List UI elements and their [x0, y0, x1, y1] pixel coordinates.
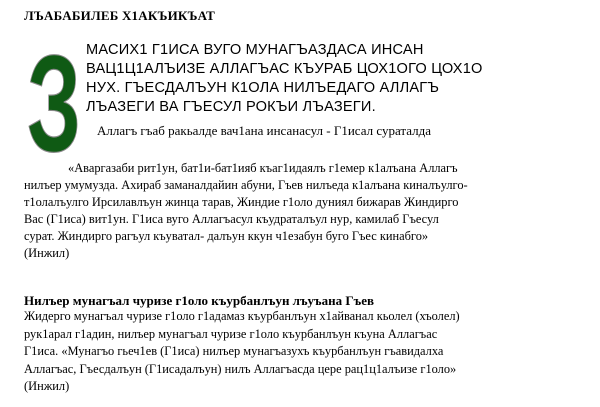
page-header-title: ЛЪАБАБИЛЕБ Х1АКЪИКЪАТ — [24, 8, 215, 23]
caps-line: ЛЪАЗЕГИ ВА ГЪЕСУЛ РОКЪИ ЛЪАЗЕГИ. — [86, 99, 376, 115]
body-paragraph — [24, 308, 594, 396]
section-title: Нилъер мунагъал чуризе г1оло къурбанлъун лъуъана Гъев — [24, 293, 375, 308]
quote-line: «Аваргазаби рит1ун, бат1и-бат1ияб къаг1идаялъ г1емер к1алъана Аллагъ — [68, 161, 458, 175]
subtitle: Аллагъ гъаб ракьалде вач1ана инсанасул - Г1исал сураталда — [97, 123, 431, 138]
para-line: (Инжил) — [24, 379, 70, 393]
quote-line: т1олалъулго Ирсилавлъун жинца тарав, Жиндие г1оло дуниял бижарав Жиндирго — [24, 195, 459, 209]
quote-line: нилъер умумузда. Ахираб заманалдайин абуни, Гъев нилъеда к1алъана киналъулго- — [24, 178, 468, 192]
caps-line: МАСИХ1 Г1ИСА ВУГО МУНАГЪАЗДАСА ИНСАН — [86, 42, 424, 58]
quote-paragraph — [24, 160, 594, 262]
quote-line: сурат. Жиндирго рагъул къуватал- далъун ккун ч1езабун буго Гъес кинабго» — [24, 229, 429, 243]
caps-heading-block — [86, 41, 586, 117]
para-line: Г1иса. «Мунагъо гьеч1ев (Г1иса) нилъер мунагъазухъ къурбанлъун гъавидалха — [24, 344, 444, 358]
dropcap-glyph: З — [27, 27, 81, 181]
quote-line: (Инжил) — [24, 246, 70, 260]
caps-line: НУХ. ГЪЕСДАЛЪУН К1ОЛА НИЛЪЕДАГО АЛЛАГЪ — [86, 80, 440, 96]
caps-line: ВАЦ1Ц1АЛЪИЗЕ АЛЛАГЪАС КЪУРАБ ЦОХ1ОГО ЦОХ1О — [86, 61, 483, 77]
dropcap-letter — [24, 27, 84, 181]
para-line: Жидерго мунагъал чуризе г1оло г1адамаз къурбанлъун х1айванал кьолел (хъолел) — [24, 309, 460, 323]
para-line: рук1арал г1адин, нилъер мунагъал чуризе г1оло къурбанлъун къуна Аллагъас — [24, 326, 438, 341]
quote-line: Вас (Г1иса) вит1ун. Г1иса вуго Аллагъасул къудраталъул нур, камилаб Гъесул — [24, 212, 439, 226]
para-line: Аллагъас, Гъесдалъун (Г1исадалъун) нилъ Аллагъасда цере рац1ц1алъизе г1оло» — [24, 361, 457, 376]
